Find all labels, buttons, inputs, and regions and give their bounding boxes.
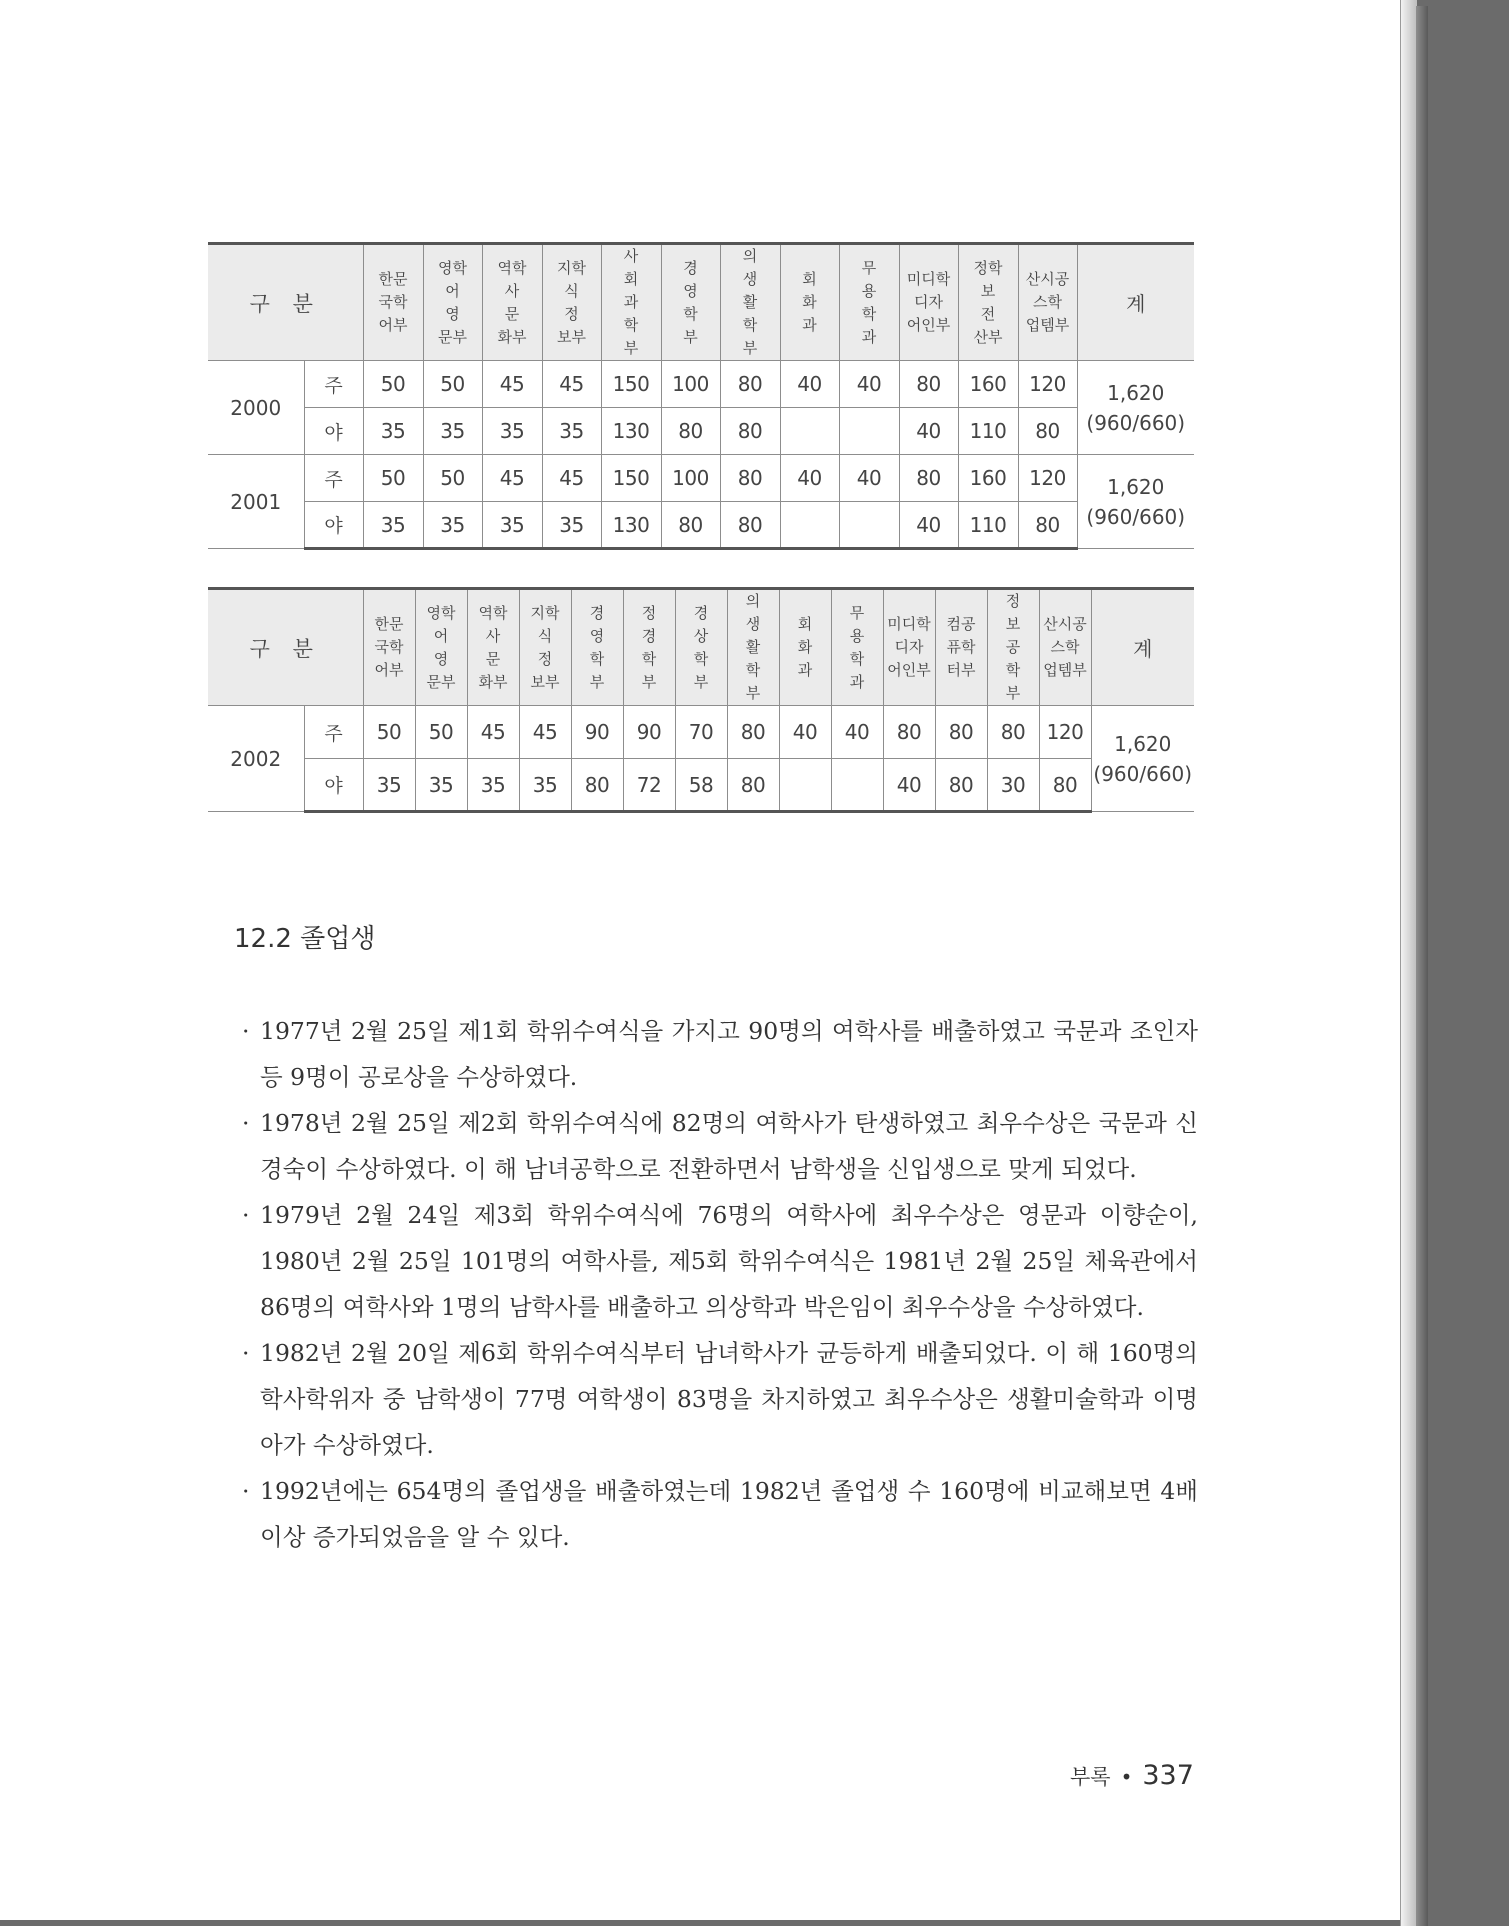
header-text-line: 산시공 [1025,270,1070,288]
page-number: 337 [1142,1760,1194,1791]
total-cell [1091,706,1194,812]
header-text-line: 학 [693,649,709,668]
table-row [208,408,1194,455]
header-text-line: 학 [742,316,758,334]
table-cell: 50 [423,455,482,502]
header-cell-department [1018,244,1077,361]
bullet-marker: · [242,1017,250,1045]
table-row [208,759,1194,812]
total-value: 1,620 [1107,474,1165,499]
shift-cell: 주 [304,455,363,502]
table-cell: 45 [519,706,571,759]
header-text-line: 스학 [1033,293,1062,311]
table-cell: 80 [571,759,623,812]
header-cell-department [363,589,415,706]
total-cell [1077,361,1194,455]
table-row [208,502,1194,549]
header-text-line: 지학 [530,603,560,622]
shift-cell: 야 [304,759,363,812]
header-text-line: 과 [623,293,639,311]
header-text-line: 상 [693,626,709,645]
admission-quota-table-2000-2001 [208,242,1194,550]
header-cell-department [623,589,675,706]
table-cell: 80 [720,408,780,455]
header-text-line: 정 [564,304,579,323]
table-cell: 35 [423,408,482,455]
table-cell: 40 [899,408,958,455]
table-row [208,706,1194,759]
list-item [242,1468,1198,1560]
header-cell-department [987,589,1039,706]
header-text-line: 식 [537,626,553,645]
header-cell-department [831,589,883,706]
header-text-line: 의 [745,592,761,610]
header-cell-department [467,589,519,706]
header-text-line: 보 [1005,615,1021,633]
table-cell: 80 [661,502,720,549]
table-cell: 72 [623,759,675,812]
header-text-line: 사 [504,281,520,300]
table-cell: 50 [363,455,423,502]
header-text-line: 영학 [426,603,456,622]
year-cell: 2002 [208,706,304,812]
header-cell-department [720,244,780,361]
header-text-line: 학 [849,649,865,668]
header-text-line: 미디학 [906,270,951,288]
table-cell: 80 [720,502,780,549]
header-text-line: 화 [802,293,817,311]
header-cell-gubun: 구 분 [208,589,363,706]
header-text-line: 산부 [973,327,1003,346]
header-cell-department [675,589,727,706]
table-cell: 40 [839,455,899,502]
bullet-marker: · [242,1109,250,1137]
header-text-line: 퓨학 [946,638,976,656]
header-text-line: 미디학 [887,615,931,633]
header-text-line: 산시공 [1043,615,1087,633]
table-cell: 80 [935,759,987,812]
header-text-line: 보부 [557,327,586,346]
table-cell: 35 [542,502,601,549]
header-text-line: 용 [849,626,865,645]
header-text-line: 부 [745,684,761,702]
table-cell: 45 [542,361,601,408]
header-text-line: 영 [683,281,698,300]
header-text-line: 영 [589,626,605,645]
table-cell: 80 [1039,759,1091,812]
header-text-line: 문 [504,304,520,323]
header-text-line: 활 [745,638,761,656]
header-text-line: 영 [445,304,460,323]
header-text-line: 무 [849,603,865,622]
header-text-line: 화부 [497,327,527,346]
header-text-line: 영 [433,649,449,668]
table-cell: 130 [601,502,661,549]
table-cell: 80 [1018,502,1077,549]
header-text-line: 터부 [946,661,976,679]
header-text-line: 과 [802,316,817,334]
table-cell: 160 [958,361,1018,408]
header-text-line: 어 [433,626,449,645]
header-text-line: 의 [742,247,758,265]
header-text-line: 역학 [478,603,508,622]
page-footer [1070,1760,1194,1791]
table-cell [780,502,839,549]
table-cell: 35 [363,502,423,549]
table-cell: 35 [467,759,519,812]
total-cell [1077,455,1194,549]
header-cell-gubun: 구 분 [208,244,363,361]
page-edge [1400,0,1417,1926]
table-cell: 35 [363,408,423,455]
table-cell: 90 [571,706,623,759]
table-cell: 80 [883,706,935,759]
header-cell-department [542,244,601,361]
header-text-line: 용 [861,281,877,300]
header-cell-department [601,244,661,361]
footer-label: 부록 [1070,1765,1111,1789]
header-text-line: 공 [1005,638,1021,656]
table-cell: 100 [661,361,720,408]
header-cell-department [780,244,839,361]
admission-quota-table-2002 [208,587,1194,813]
header-text-line: 어인부 [887,661,931,679]
header-cell-department [482,244,542,361]
header-text-line: 회 [797,615,813,633]
header-text-line: 생 [742,270,758,288]
table-cell: 70 [675,706,727,759]
total-split: (960/660) [1093,761,1193,786]
header-cell-department [415,589,467,706]
header-text-line: 활 [742,293,758,311]
header-text-line: 어부 [374,661,404,679]
table-cell [839,502,899,549]
table-cell: 120 [1039,706,1091,759]
table-cell: 50 [363,706,415,759]
header-text-line: 문부 [426,672,456,691]
header-text-line: 국학 [374,638,404,656]
table-cell: 80 [720,361,780,408]
header-text-line: 회 [802,270,817,288]
header-text-line: 학 [641,649,657,668]
table-row [208,361,1194,408]
table-cell: 58 [675,759,727,812]
header-text-line: 사 [485,626,501,645]
header-text-line: 과 [849,672,865,691]
table-cell: 80 [899,455,958,502]
table-cell: 40 [883,759,935,812]
table-header-row [208,589,1194,706]
table-cell: 40 [831,706,883,759]
bullet-marker: · [242,1201,250,1229]
table-cell: 35 [363,759,415,812]
shift-cell: 주 [304,361,363,408]
table-cell: 90 [623,706,675,759]
year-cell: 2000 [208,361,304,455]
bullet-text: 1982년 2월 20일 제6회 학위수여식부터 남녀학사가 균등하게 배출되었다. 이 해 160명의 학사학위자 중 남학생이 77명 여학생이 83명을 차지하였고 최우수상은 생활미술학과 이명아가 수상하였다. [260,1339,1198,1459]
header-text-line: 부 [623,339,639,357]
header-text-line: 회 [623,270,639,288]
table-header-row [208,244,1194,361]
header-text-line: 화 [797,638,813,656]
header-text-line: 보부 [530,672,560,691]
header-text-line: 정학 [973,258,1003,277]
total-value: 1,620 [1114,731,1172,756]
table-cell: 80 [727,759,779,812]
bullet-marker: · [242,1339,250,1367]
header-text-line: 영학 [438,258,467,277]
table-cell [779,759,831,812]
header-text-line: 전 [980,304,996,323]
header-text-line: 부 [683,327,698,346]
header-text-line: 업템부 [1043,661,1087,679]
page-shadow [1416,6,1428,1926]
bullet-marker: · [242,1477,250,1505]
total-value: 1,620 [1107,380,1165,405]
header-cell-total: 계 [1091,589,1194,706]
header-text-line: 보 [980,281,996,300]
table-cell: 40 [839,361,899,408]
header-text-line: 컴공 [946,615,976,633]
table-cell: 80 [987,706,1039,759]
bullet-text: 1992년에는 654명의 졸업생을 배출하였는데 1982년 졸업생 수 160명에 비교해보면 4배 이상 증가되었음을 알 수 있다. [260,1477,1198,1551]
header-text-line: 경 [589,603,605,622]
header-cell-department [363,244,423,361]
header-cell-total: 계 [1077,244,1194,361]
table-cell: 80 [661,408,720,455]
table-cell [780,408,839,455]
table-cell: 35 [519,759,571,812]
header-cell-department [423,244,482,361]
header-cell-department [727,589,779,706]
table-cell: 40 [779,706,831,759]
header-text-line: 디자 [914,293,943,311]
header-text-line: 부 [693,672,709,691]
header-text-line: 문 [485,649,501,668]
bullet-text: 1977년 2월 25일 제1회 학위수여식을 가지고 90명의 여학사를 배출하였고 국문과 조인자 등 9명이 공로상을 수상하였다. [260,1017,1198,1091]
table-row [208,455,1194,502]
year-cell: 2001 [208,455,304,549]
table-cell: 130 [601,408,661,455]
header-text-line: 문부 [438,327,467,346]
shift-cell: 야 [304,502,363,549]
header-text-line: 학 [683,304,698,323]
total-split: (960/660) [1086,410,1186,435]
table-cell [831,759,883,812]
header-text-line: 학 [1005,661,1021,679]
header-text-line: 경 [683,258,698,277]
shift-cell: 야 [304,408,363,455]
table-cell: 45 [482,455,542,502]
table-cell: 100 [661,455,720,502]
header-text-line: 생 [745,615,761,633]
header-text-line: 사 [623,247,639,265]
table-cell [839,408,899,455]
table-cell: 80 [935,706,987,759]
header-text-line: 과 [861,327,877,346]
header-cell-department [883,589,935,706]
header-text-line: 지학 [557,258,586,277]
shift-cell: 주 [304,706,363,759]
header-text-line: 디자 [894,638,924,656]
header-text-line: 학 [623,316,639,334]
header-text-line: 경 [693,603,709,622]
header-text-line: 과 [797,661,813,679]
header-text-line: 정 [537,649,553,668]
table-cell: 110 [958,502,1018,549]
table-cell: 160 [958,455,1018,502]
table-cell: 110 [958,408,1018,455]
list-item [242,1330,1198,1468]
header-text-line: 역학 [497,258,527,277]
table-cell: 50 [363,361,423,408]
header-cell-department [958,244,1018,361]
header-text-line: 부 [742,339,758,357]
header-text-line: 무 [861,258,877,277]
table-cell: 45 [542,455,601,502]
header-text-line: 국학 [378,293,408,311]
header-text-line: 식 [564,281,579,300]
header-text-line: 업템부 [1025,316,1070,334]
table-cell: 120 [1018,455,1077,502]
header-text-line: 학 [745,661,761,679]
table-cell: 30 [987,759,1039,812]
header-text-line: 정 [1005,592,1021,610]
table-cell: 35 [423,502,482,549]
table-cell: 40 [899,502,958,549]
header-cell-department [839,244,899,361]
table-cell: 50 [423,361,482,408]
table-cell: 80 [1018,408,1077,455]
table-cell: 80 [720,455,780,502]
header-text-line: 정 [641,603,657,622]
table-cell: 150 [601,455,661,502]
table-cell: 150 [601,361,661,408]
list-item [242,1008,1198,1100]
header-text-line: 한문 [374,615,404,633]
header-text-line: 어 [445,281,460,300]
table-cell: 35 [482,408,542,455]
table-cell: 35 [482,502,542,549]
header-cell-department [661,244,720,361]
header-text-line: 부 [641,672,657,691]
table-cell: 80 [899,361,958,408]
header-cell-department [571,589,623,706]
header-cell-department [519,589,571,706]
table-cell: 80 [727,706,779,759]
header-text-line: 화부 [478,672,508,691]
table-cell: 40 [780,361,839,408]
header-text-line: 경 [641,626,657,645]
header-cell-department [899,244,958,361]
header-text-line: 학 [589,649,605,668]
list-item [242,1100,1198,1192]
footer-separator: • [1120,1765,1133,1789]
list-item [242,1192,1198,1330]
table-cell: 35 [415,759,467,812]
header-text-line: 어인부 [906,316,951,334]
header-text-line: 스학 [1050,638,1080,656]
header-text-line: 학 [861,304,877,323]
table-cell: 120 [1018,361,1077,408]
bullet-text: 1979년 2월 24일 제3회 학위수여식에 76명의 여학사에 최우수상은 영문과 이향순이, 1980년 2월 25일 101명의 여학사를, 제5회 학위수여식은 1981년 2월 25일 체육관에서 86명의 여학사와 1명의 남학사를 배출하고 의상학과 박은임이 최우수상을 수상하였다. [260,1201,1198,1321]
header-cell-department [935,589,987,706]
section-title: 12.2 졸업생 [234,924,376,954]
table-cell: 45 [467,706,519,759]
table-cell: 35 [542,408,601,455]
header-text-line: 어부 [378,316,408,334]
table-cell: 50 [415,706,467,759]
table-cell: 40 [780,455,839,502]
table-cell: 45 [482,361,542,408]
header-cell-department [1039,589,1091,706]
total-split: (960/660) [1086,504,1186,529]
header-cell-department [779,589,831,706]
bullet-text: 1978년 2월 25일 제2회 학위수여식에 82명의 여학사가 탄생하였고 최우수상은 국문과 신경숙이 수상하였다. 이 해 남녀공학으로 전환하면서 남학생을 신입생으로 맞게 되었다. [260,1109,1198,1183]
header-text-line: 부 [1005,684,1021,702]
graduates-bullet-list [242,1008,1198,1560]
header-text-line: 한문 [378,270,408,288]
header-text-line: 부 [589,672,605,691]
